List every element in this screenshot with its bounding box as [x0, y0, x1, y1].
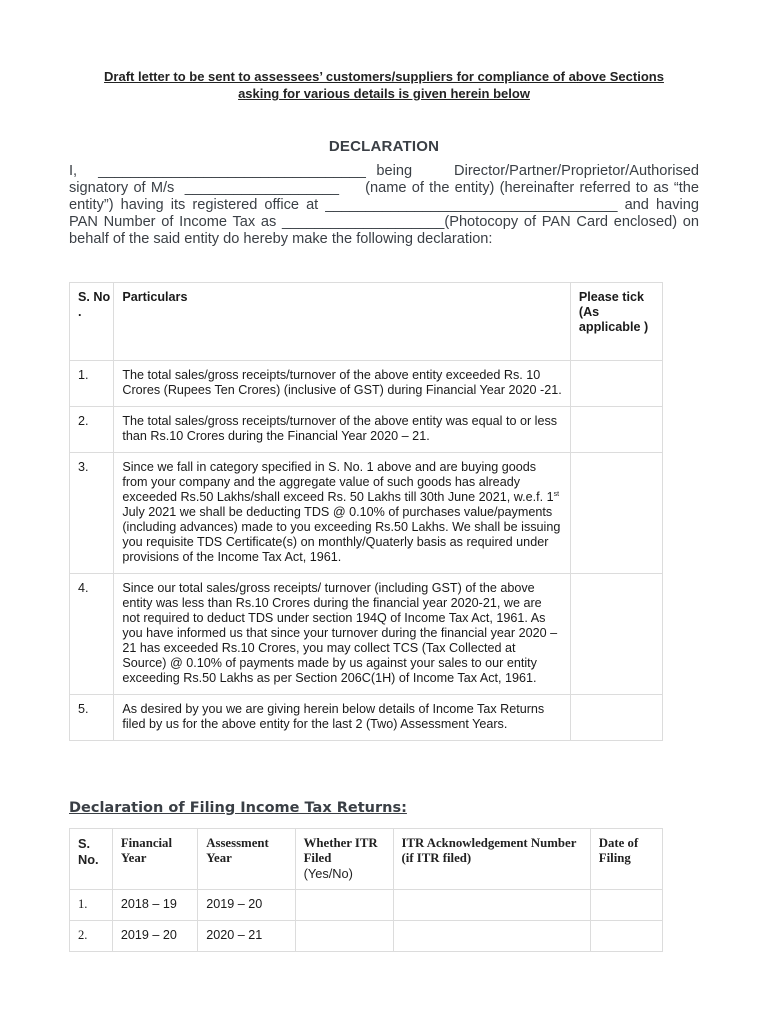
declaration-title: DECLARATION [328, 138, 440, 155]
table-row [70, 695, 663, 741]
itr-header-row [70, 829, 663, 890]
itr-row-date[interactable] [590, 921, 662, 952]
header-particulars: Particulars [114, 283, 571, 361]
itr-header-ay: Assessment Year [198, 829, 295, 890]
itr-filed-label: Whether ITR Filed [303, 836, 378, 865]
table-row [70, 361, 663, 407]
tick-cell[interactable] [570, 407, 662, 453]
itr-row-ay: 2020 – 21 [198, 921, 295, 952]
itr-row [70, 921, 663, 952]
row-number: 3. [70, 453, 114, 574]
itr-header-date: Date of Filing [590, 829, 662, 890]
itr-row-number: 1. [70, 890, 113, 921]
itr-yes-no-label: (Yes/No) [303, 866, 353, 881]
itr-table [69, 828, 663, 952]
heading-line-2: asking for various details is given herein below [238, 86, 530, 101]
header-sno: S. No . [70, 283, 114, 361]
itr-header-ack: ITR Acknowledgement Number (if ITR filed) [393, 829, 590, 890]
itr-row-filed[interactable] [295, 890, 393, 921]
itr-row-number: 2. [70, 921, 113, 952]
itr-row-fy: 2018 – 19 [112, 890, 197, 921]
itr-row-filed[interactable] [295, 921, 393, 952]
table-header-row [70, 283, 663, 361]
itr-header-fy: Financial Year [112, 829, 197, 890]
row-number: 4. [70, 574, 114, 695]
row-number: 5. [70, 695, 114, 741]
declaration-table [69, 282, 663, 741]
row-text-part-a: Since we fall in category specified in S. No. 1 above and are buying goods from your company and the aggregate value of such goods has already exceeded Rs.50 Lakhs/shall exceed Rs. 50 Lakhs till 30th June 2021, w.e.f. 1 [122, 460, 554, 504]
itr-row-date[interactable] [590, 890, 662, 921]
row-particulars: The total sales/gross receipts/turnover of the above entity was equal to or less than Rs.10 Crores during the Financial Year 2020 – 21. [114, 407, 571, 453]
table-row [70, 453, 663, 574]
itr-row-ay: 2019 – 20 [198, 890, 295, 921]
declaration-paragraph [69, 163, 704, 248]
itr-row-ack[interactable] [393, 890, 590, 921]
tick-cell[interactable] [570, 453, 662, 574]
table-row [70, 407, 663, 453]
document-heading [60, 68, 708, 102]
section-title-itr: Declaration of Filing Income Tax Returns: [69, 800, 407, 816]
tick-cell[interactable] [570, 361, 662, 407]
row-particulars [114, 453, 571, 574]
heading-line-1: Draft letter to be sent to assessees’ customers/suppliers for compliance of above Sections [104, 69, 664, 84]
row-number: 1. [70, 361, 114, 407]
tick-cell[interactable] [570, 695, 662, 741]
row-particulars: The total sales/gross receipts/turnover of the above entity exceeded Rs. 10 Crores (Rupees Ten Crores) (inclusive of GST) during Financial Year 2020 -21. [114, 361, 571, 407]
superscript-st: st [553, 490, 560, 498]
table-row [70, 574, 663, 695]
row-particulars: As desired by you we are giving herein below details of Income Tax Returns filed by us for the above entity for the last 2 (Two) Assessment Years. [114, 695, 571, 741]
itr-row [70, 890, 663, 921]
itr-row-ack[interactable] [393, 921, 590, 952]
declaration-text: I, _________________________________ being Director/Partner/Proprietor/Authorised signatory of M/s ___________________ (name of the entity) (hereinafter referred to as “the entity”) having its registered office at ____________________________________ and having PAN Number of Income Tax as ____________________(Photocopy of PAN Card enclosed) on behalf of the said entity do hereby make the following declaration: [69, 163, 704, 247]
tick-cell[interactable] [570, 574, 662, 695]
row-number: 2. [70, 407, 114, 453]
itr-row-fy: 2019 – 20 [112, 921, 197, 952]
header-tick: Please tick (As applicable ) [570, 283, 662, 361]
row-particulars: Since our total sales/gross receipts/ turnover (including GST) of the above entity was less than Rs.10 Crores during the financial year 2020-21, we are not required to deduct TDS under section 194Q of Income Tax Act, 1961. As you have informed us that since your turnover during the financial year 2020 – 21 has exceeded Rs.10 Crores, you may collect TCS (Tax Collected at Source) @ 0.10% of payments made by us against your sales to our entity exceeding Rs.50 Lakhs as per Section 206C(1H) of Income Tax Act, 1961. [114, 574, 571, 695]
row-text-part-b: July 2021 we shall be deducting TDS @ 0.10% of purchases value/payments (including advances) made to you exceeding Rs.50 Lakhs. We shall be issuing you requisite TDS Certificate(s) on monthly/Quaterly basis as required under provisions of the Income Tax Act, 1961. [122, 505, 561, 564]
itr-header-filed [295, 829, 393, 890]
itr-header-sno: S. No. [70, 829, 113, 890]
